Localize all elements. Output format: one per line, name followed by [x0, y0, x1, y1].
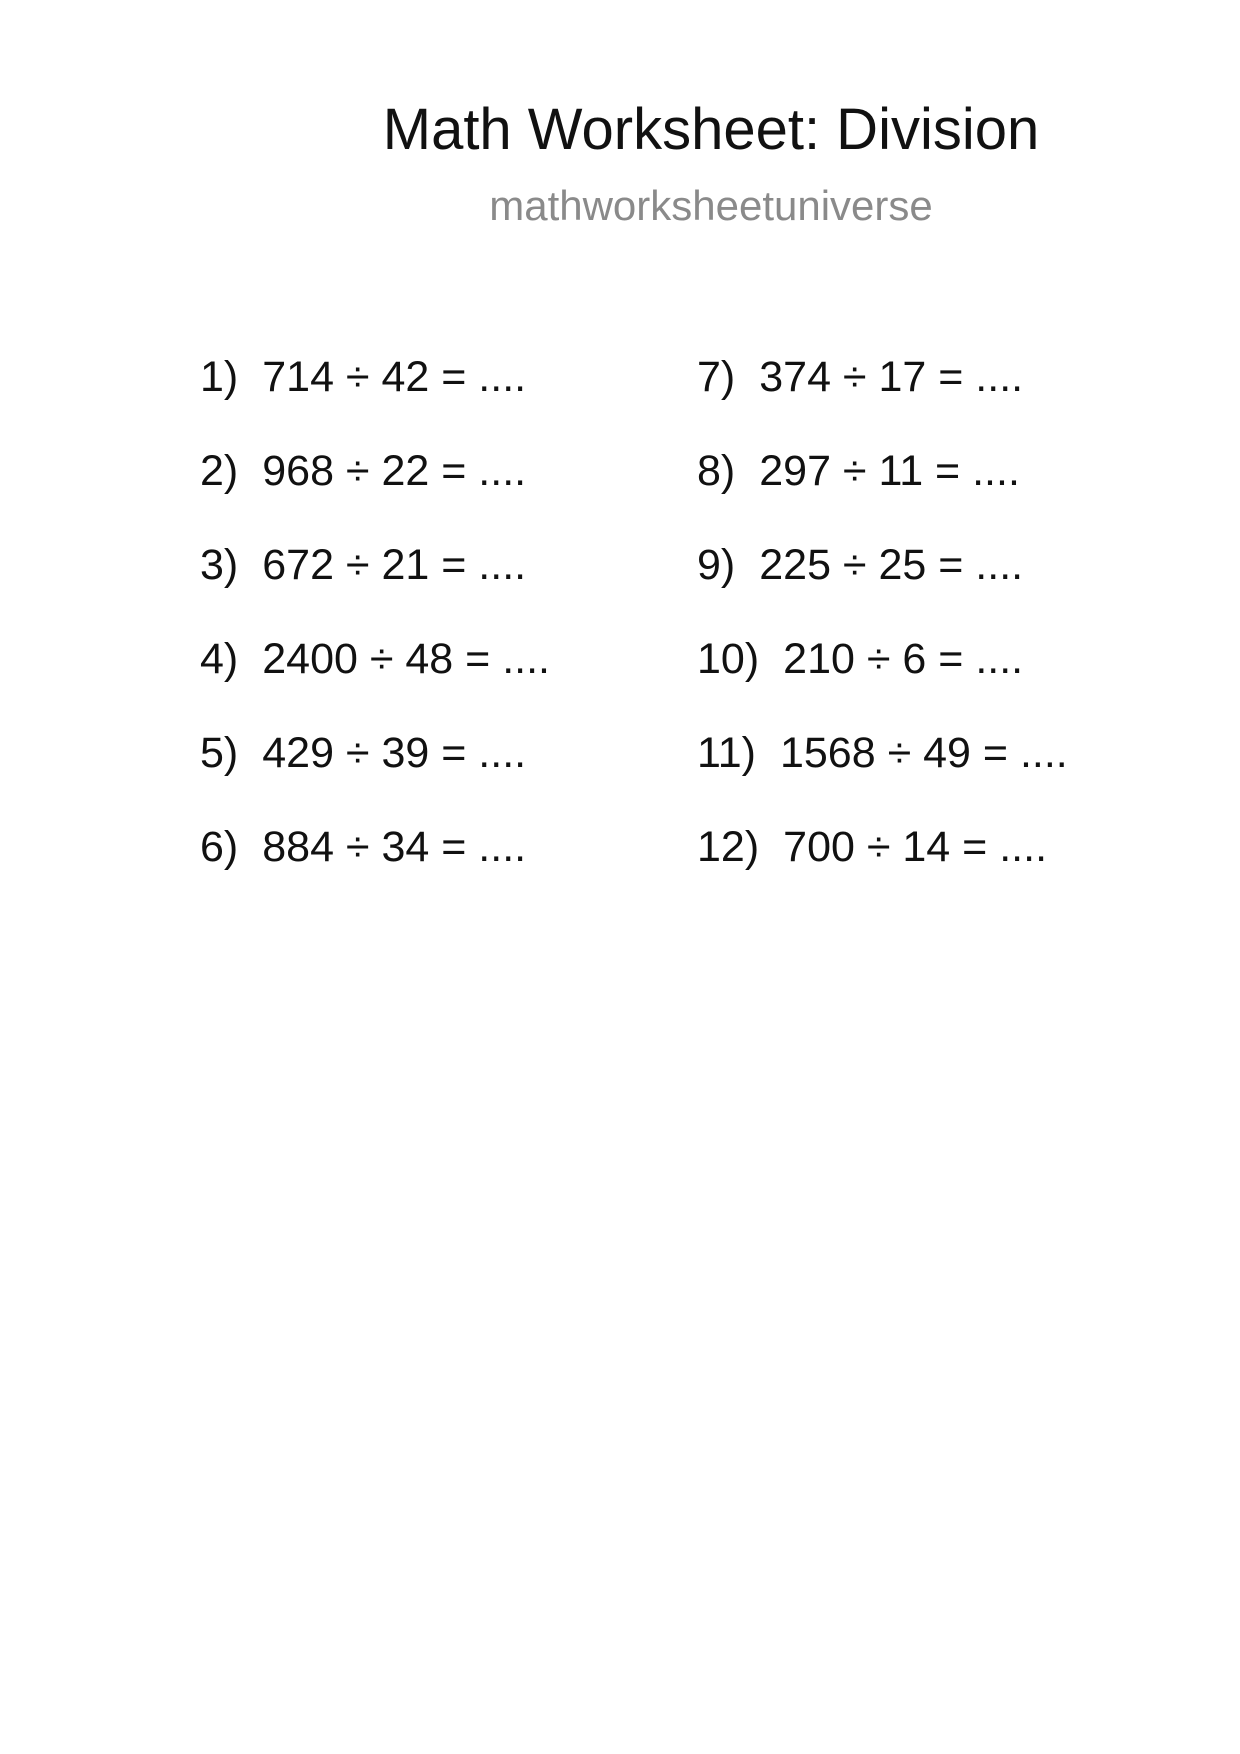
- problem-item: [200, 634, 550, 684]
- problem-expression: 429 ÷ 39 = ....: [262, 729, 527, 777]
- problem-item: [697, 352, 1023, 402]
- problem-number: 12): [697, 823, 760, 871]
- problem-item: [200, 540, 526, 590]
- problem-number: 4): [200, 635, 239, 683]
- problem-number: 5): [200, 729, 239, 777]
- problem-number: 11): [697, 729, 756, 777]
- problem-expression: 672 ÷ 21 = ....: [262, 541, 527, 589]
- problem-number: 1): [200, 353, 239, 401]
- problem-item: [200, 822, 526, 872]
- problem-expression: 714 ÷ 42 = ....: [262, 353, 527, 401]
- problem-number: 7): [697, 353, 736, 401]
- problem-number: 3): [200, 541, 239, 589]
- problem-item: [697, 634, 1023, 684]
- problem-expression: 884 ÷ 34 = ....: [262, 823, 527, 871]
- problem-item: [697, 728, 1068, 778]
- problem-number: 6): [200, 823, 239, 871]
- problem-expression: 225 ÷ 25 = ....: [759, 541, 1024, 589]
- problem-item: [697, 540, 1023, 590]
- problem-expression: 968 ÷ 22 = ....: [262, 447, 527, 495]
- problem-number: 10): [697, 635, 760, 683]
- problem-number: 8): [697, 447, 736, 495]
- page-subtitle: mathworksheetuniverse: [489, 182, 933, 229]
- problem-expression: 2400 ÷ 48 = ....: [262, 635, 551, 683]
- problem-expression: 374 ÷ 17 = ....: [759, 353, 1024, 401]
- problem-expression: 700 ÷ 14 = ....: [783, 823, 1048, 871]
- problem-expression: 210 ÷ 6 = ....: [783, 635, 1024, 683]
- problem-item: [200, 352, 526, 402]
- problem-number: 9): [697, 541, 736, 589]
- problem-number: 2): [200, 447, 239, 495]
- problem-item: [697, 446, 1020, 496]
- problem-expression: 297 ÷ 11 = ....: [759, 447, 1020, 495]
- problem-expression: 1568 ÷ 49 = ....: [779, 729, 1068, 777]
- problem-item: [200, 446, 526, 496]
- problem-item: [697, 822, 1047, 872]
- problem-item: [200, 728, 526, 778]
- page-title: Math Worksheet: Division: [382, 97, 1040, 162]
